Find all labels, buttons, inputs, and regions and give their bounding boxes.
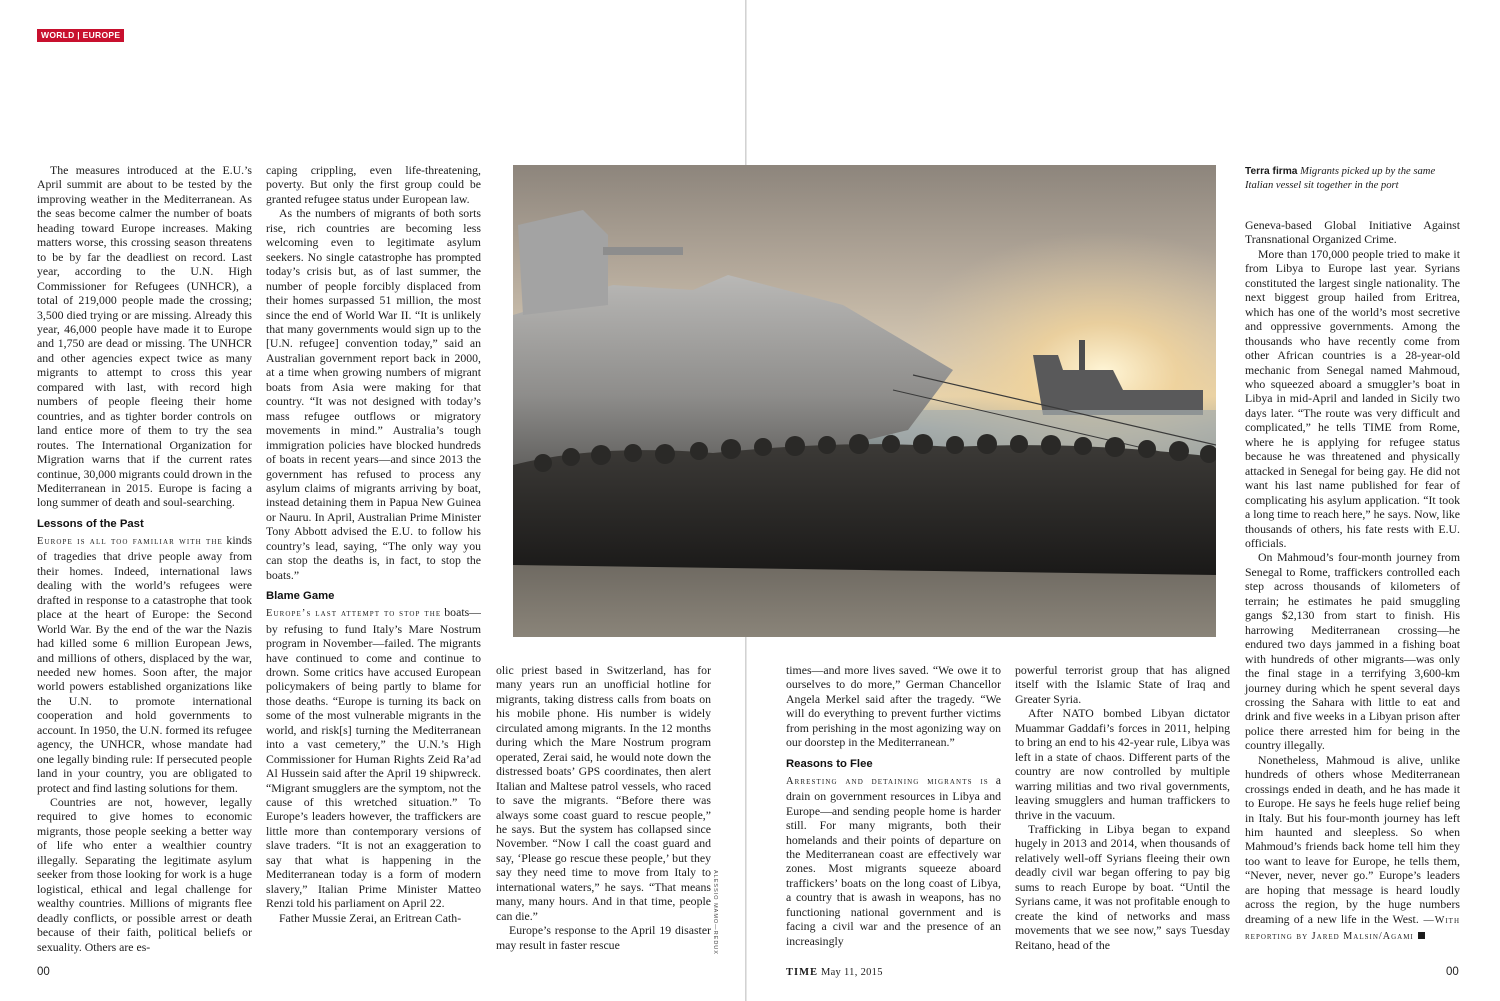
paragraph: times—and more lives saved. “We owe it to ourselves to do more,” German Chancellor Angela Merkel said after the tragedy. “We will do everything to prevent further victims from perishing in the most agonizing way on our doorstep in the Mediterranean.” — [786, 663, 1001, 750]
footer-issue — [786, 967, 883, 978]
paragraph: Trafficking in Libya began to expand hugely in 2013 and 2014, when thousands of relatively well-off Syrians fleeing their own deadly civil war began offering to pay big sums to reach Europe by boat. “Until the Syrians came, it was not profitable enough to create the kind of networks and mass movements that we see now,” says Tuesday Reitano, head of the — [1015, 821, 1230, 952]
migrants-port-photo — [513, 165, 1216, 637]
paragraph — [786, 773, 1001, 948]
paragraph-body: boats—by refusing to fund Italy’s Mare Nostrum program in November—failed. The migrants have continued to come and continue to drown. Some critics have accused European policymakers of being partly to blame for those deaths. “Europe is turning its back on some of the most vulnerable migrants in the world, and risk[s] turning the Mediterranean into a vast cemetery,” the U.N.’s High Commissioner for Human Rights Zeid Ra’ad Al Hussein said after the April 19 shipwreck. “Migrant smugglers are the symptom, not the cause of this wretched situation.” To Europe’s leaders however, the traffickers are little more than contemporary versions of slave traders. “It is not an exaggeration to say that what is happening in the Mediterranean today is a form of modern slavery,” Italian Prime Minister Matteo Renzi told his parliament on April 22. — [266, 605, 481, 911]
article-column-2 — [266, 163, 481, 925]
magazine-brand: TIME — [786, 967, 819, 978]
subhead-lessons: Lessons of the Past — [37, 517, 144, 530]
subhead-blame: Blame Game — [266, 590, 335, 603]
paragraph: olic priest based in Switzerland, has for many years run an unofficial hotline for migrants, taking distress calls from boats on his mobile phone. His number is widely circulated among migrants. In the 12 months during which the Mare Nostrum program operated, Zerai said, he would note down the distressed boats’ GPS coordinates, then alert Italian and Maltese patrol vessels, who raced to save the migrants. “Before there was always some coast guard to rescue people,” he says. But the system has collapsed since November. “Now I call the coast guard and say, ‘Please go rescue these people,’ but they say they need time to move from Italy to international waters,” he says. “That means many, many hours. And in that time, people can die.” — [496, 663, 711, 923]
article-column-1 — [37, 163, 252, 954]
paragraph: More than 170,000 people tried to make it from Libya to Europe last year. Syrians constituted the largest single nationality. The next biggest group hailed from Eritrea, which has one of the world’s most secretive and oppressive governments. Among the thousands who have recently come from other African countries is a 28-year-old mechanic from Senegal named Mahmoud, who squeezed aboard a smuggler’s boat in Libya in mid-April and landed in Sicily two days later. “The route was very difficult and complicated,” he tells TIME from Rome, where he is applying for refugee status because he was threatened and physically attacked in Senegal for being gay. He did not want his last name published for fear of complicating his asylum application. “It took a long time to reach here,” he says. Now, like thousands of others, his fate rests with E.U. officials. — [1245, 246, 1460, 550]
article-column-5 — [1015, 663, 1230, 952]
paragraph: After NATO bombed Libyan dictator Muammar Gaddafi’s forces in 2011, helping to bring an end to his 42-year rule, Libya was left in a state of chaos. Different parts of the country are now controlled by multiple warring militias and two rival governments, leaving smugglers and human traffickers to thrive in the vacuum. — [1015, 706, 1230, 822]
quay-ground — [513, 565, 1216, 637]
ship-turret — [518, 210, 608, 315]
lead-in: Arresting and detaining migrants is — [786, 775, 989, 787]
right-folio: 00 — [1446, 966, 1459, 978]
paragraph: The measures introduced at the E.U.’s April summit are about to be tested by the improving weather in the Mediterranean. As the seas become calmer the number of boats heading toward Europe increases. Making matters worse, this crossing season threatens to be by far the deadliest on record. Last year, according to the U.N. High Commissioner for Refugees (UNHCR), a total of 219,000 people made the crossing; 3,500 died trying or are missing. Already this year, 46,000 people have made it to Europe and 1,750 are dead or missing. The UNHCR and other agencies expect twice as many migrants to attempt to cross this year compared with last, with record high numbers of people fleeing their home countries, and as tighter border controls on land entice more of them to try the sea routes. The International Organization for Migration warns that if the current rates continue, 30,000 migrants could drown in the Mediterranean in 2015. Europe is facing a long summer of death and soul-searching. — [37, 163, 252, 510]
lead-in: Europe is all too familiar with the — [37, 535, 223, 547]
issue-date: May 11, 2015 — [820, 967, 883, 978]
paragraph — [1245, 753, 1460, 945]
left-folio: 00 — [37, 966, 50, 978]
section-tag: WORLD | EUROPE — [37, 29, 124, 42]
paragraph — [266, 605, 481, 911]
lead-in: Europe’s last attempt to stop the — [266, 608, 442, 620]
paragraph: Father Mussie Zerai, an Eritrean Cath- — [279, 910, 462, 925]
turret-gun — [603, 247, 683, 255]
paragraph — [37, 533, 252, 795]
photo-illustration — [513, 165, 1216, 637]
seated-crowd — [513, 444, 1216, 575]
paragraph-body: a drain on government resources in Libya and Europe—and sending people home is harder still. For many migrants, both their homelands and their points of departure on the Mediterranean coast are effectively war zones. Most migrants squeeze aboard traffickers’ boats on the long coast of Libya, a country that is awash in weapons, has no functioning national government and is facing a civil war and the presence of an increasingly — [786, 772, 1001, 948]
paragraph: As the numbers of migrants of both sorts rise, rich countries are becoming less welcoming even to legitimate asylum seekers. No single catastrophe has prompted today’s crisis but, as of last summer, the number of people forcibly displaced from their homes surpassed 51 million, the most since the end of World War II. “It is unlikely that many governments would sign up to the [U.N. refugee] convention today,” said an Australian government report back in 2000, at a time when growing numbers of migrant boats from Asia were making for that country. “It was not designed with today’s mass refugee outflows or migratory movements in mind.” Australia’s tough immigration policies have blocked hundreds of boats in recent years—and since 2013 the government has refused to process any asylum claims of migrants arriving by boat, instead detaining them in Papua New Guinea or Nauru. In April, Australian Prime Minister Tony Abbott advised the E.U. to follow his country’s lead, saying, “The only way you can stop the deaths is, in fact, to stop the boats.” — [266, 206, 481, 582]
ship-mast — [1079, 340, 1085, 370]
article-column-6 — [1245, 218, 1460, 945]
article-column-3 — [496, 663, 711, 952]
paragraph-body: kinds of tragedies that drive people away from their homes. Indeed, international laws dealing with the world’s refugees were drafted in response to a catastrophe that took place at the heart of Europe: the Second World War. By the end of the war the Nazis had killed some 6 million European Jews, and millions of others, displaced by the war, needed new homes. Soon after, the major world powers established organizations like the U.N. to promote international cooperation and hold governments to account. In 1950, the U.N. formed its refugee agency, the UNHCR, whose mandate had one legally binding rule: If persecuted people land in your country, you are obligated to protect and find lasting solutions for them. — [37, 532, 252, 795]
paragraph: Geneva-based Global Initiative Against Transnational Organized Crime. — [1245, 218, 1460, 247]
subhead-reasons: Reasons to Flee — [786, 757, 873, 770]
caption-body: Migrants picked up by the same Italian vessel sit together in the port — [1245, 166, 1436, 191]
article-column-4 — [786, 663, 1001, 948]
paragraph: caping crippling, even life-threatening, poverty. But only the first group could be granted refugee status under European law. — [266, 163, 481, 206]
paragraph-body: Nonetheless, Mahmoud is alive, unlike hundreds of others whose Mediterranean crossings ended in death, and he has made it to Europe. He says he feels huge relief being in Italy. But his four-month journey has left him haunted and sleepless. So when Mahmoud’s friends back home tell him they too want to leave for Europe, he tells them, “Never, never, never go.” Europe’s leaders are hoping that message is heard loudly across the region, by the huge numbers dreaming of a new life in the West. — [1245, 752, 1460, 926]
caption-head: Terra firma — [1245, 166, 1298, 177]
paragraph: Europe’s response to the April 19 disaster may result in faster rescue — [496, 923, 711, 952]
photo-credit: ALESSIO MAMO—REDUX — [712, 870, 718, 955]
end-mark-icon — [1418, 932, 1425, 939]
paragraph: Countries are not, however, legally required to give homes to economic migrants, those people seeking a better way of life who enter a wealthier country illegally. Separating the legitimate asylum seeker from those looking for work is a huge logistical, ethical and legal challenge for wealthy countries. Millions of migrants flee deadly conflicts, or possible arrest or death because of their faith, political beliefs or sexuality. Others are es- — [37, 795, 252, 954]
paragraph: powerful terrorist group that has aligned itself with the Islamic State of Iraq and Greater Syria. — [1015, 663, 1230, 706]
paragraph: On Mahmoud’s four-month journey from Senegal to Rome, traffickers controlled each step across thousands of kilometers of terrain; he estimates he paid smuggling gangs $2,130 from start to finish. His harrowing Mediterranean crossing—he endured two days jammed in a fishing boat with hundreds of other migrants—was only the final stage in a terrifying 3,600-km journey during which he spent several days crossing the Sahara with little to eat and drink and five weeks in a Libyan prison after police there arrested him for being in the country illegally. — [1245, 550, 1460, 753]
photo-caption — [1245, 165, 1460, 192]
reporting-byline: —With reporting by Jared Malsin/Agami — [1245, 914, 1461, 943]
